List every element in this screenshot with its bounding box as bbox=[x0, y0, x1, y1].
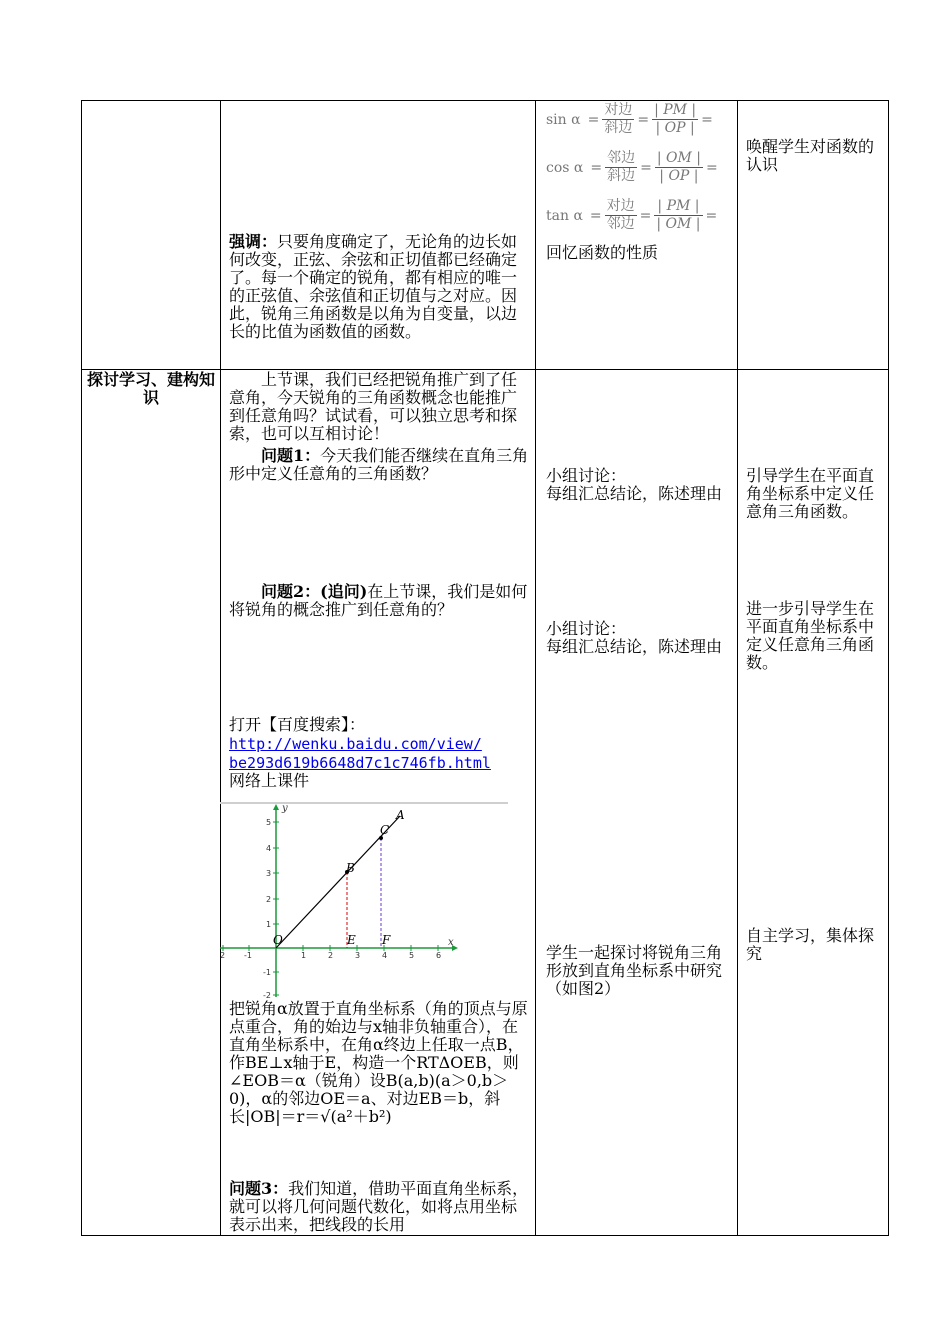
emphasis-label: 强调： bbox=[229, 232, 278, 251]
group-discussion-text: 每组汇总结论，陈述理由 bbox=[546, 484, 723, 503]
open-search-text: 打开【百度搜索】： bbox=[229, 715, 366, 734]
question-3-text: 我们知道，借助平面直角坐标系，就可以将几何问题代数化，如将点用坐标表示出来，把线段的长用 bbox=[229, 1179, 529, 1234]
y-tick-label: 3 bbox=[266, 869, 272, 878]
purpose-text-1: 唤醒学生对函数的认识 bbox=[746, 137, 875, 174]
section-title: 探讨学习、建构知识 bbox=[86, 370, 215, 407]
purpose-text-4: 自主学习，集体探究 bbox=[746, 926, 875, 963]
y-tick-label: -1 bbox=[263, 968, 271, 977]
point-A-label: A bbox=[396, 808, 405, 822]
x-tick-label: 6 bbox=[436, 951, 442, 960]
x-tick-label: 5 bbox=[409, 951, 415, 960]
x-tick-label: 1 bbox=[301, 951, 307, 960]
emphasis-paragraph bbox=[229, 233, 529, 341]
group-discussion-title: 小组讨论： bbox=[546, 619, 627, 638]
cos-function-label: cos α bbox=[546, 159, 584, 176]
purpose-text-3: 进一步引导学生在平面直角坐标系中定义任意角三角函数。 bbox=[746, 599, 875, 672]
tan-function-label: tan α bbox=[546, 207, 583, 224]
student-activity-1 bbox=[546, 467, 731, 503]
column-divider bbox=[535, 101, 536, 1235]
x-tick-label: 2 bbox=[220, 951, 226, 960]
x-axis-label: x bbox=[448, 937, 454, 948]
column-divider bbox=[737, 101, 738, 1235]
question-2-text: 在上节课，我们是如何将锐角的概念推广到任意角的？ bbox=[229, 582, 528, 619]
y-tick-label: 1 bbox=[266, 920, 272, 929]
y-tick-label: 2 bbox=[266, 895, 272, 904]
coordinate-graph bbox=[220, 802, 510, 998]
y-tick-label: 5 bbox=[266, 818, 272, 827]
courseware-link-line-1[interactable]: http://wenku.baidu.com/view/ bbox=[229, 735, 482, 753]
tan-formula: tan α = $\frac{\text{对边}}{\text{邻边}}$ = $\frac{| PM |}{| OM |}$ = bbox=[546, 198, 718, 232]
question-1 bbox=[229, 447, 529, 483]
recall-text: 回忆函数的性质 bbox=[546, 243, 659, 262]
emphasis-text: 只要角度确定了，无论角的边长如何改变，正弦、余弦和正切值都已经确定了。每一个确定的锐角，都有相应的唯一的正弦值、余弦值和正切值与之对应。因此，锐角三角函数是以角为自变量，以边长的比值为函数值的函数。 bbox=[229, 232, 518, 341]
point-F-label: F bbox=[382, 933, 391, 947]
point-O-label: O bbox=[273, 933, 283, 947]
sin-function-label: sin α bbox=[546, 111, 581, 128]
x-tick-label: 3 bbox=[355, 951, 361, 960]
sin-formula: sin α = $\frac{\text{对边}}{\text{斜边}}$ = $\frac{| PM |}{| OP |}$ = bbox=[546, 102, 713, 136]
purpose-text-2: 引导学生在平面直角坐标系中定义任意角三角函数。 bbox=[746, 466, 875, 521]
question-1-label: 问题1： bbox=[261, 446, 321, 465]
y-axis-label: y bbox=[282, 803, 288, 814]
x-tick-label: 2 bbox=[328, 951, 334, 960]
courseware-label: 网络上课件 bbox=[229, 771, 310, 790]
student-activity-2 bbox=[546, 620, 731, 656]
point-B-label: B bbox=[346, 861, 355, 875]
student-activity-3: 学生一起探讨将锐角三角形放到直角坐标系中研究（如图2） bbox=[546, 943, 723, 998]
question-3-label: 问题3： bbox=[229, 1179, 289, 1198]
point-E-label: E bbox=[347, 933, 356, 947]
y-tick-label: 4 bbox=[266, 844, 272, 853]
point-C-label: C bbox=[380, 823, 390, 837]
question-3 bbox=[229, 1180, 529, 1234]
question-2-label: 问题2：(追问) bbox=[261, 582, 368, 601]
x-tick-label: 4 bbox=[382, 951, 388, 960]
x-tick-label: -1 bbox=[244, 951, 252, 960]
cos-formula: cos α = $\frac{\text{邻边}}{\text{斜边}}$ = $\frac{| OM |}{| OP |}$ = bbox=[546, 150, 718, 184]
placement-paragraph: 把锐角α放置于直角坐标系（角的顶点与原点重合，角的始边与x轴非负轴重合），在直角坐标系中，在角α终边上任取一点B，作BE⊥x轴于E，构造一个RTΔOEB，则∠EOB＝α（锐角）设B(a,b)(a＞0,b＞0)，α的邻边OE＝a、对边EB＝b，斜长|OB|＝r＝√(a²＋b²) bbox=[229, 999, 528, 1126]
group-discussion-text: 每组汇总结论，陈述理由 bbox=[546, 637, 723, 656]
question-2 bbox=[229, 583, 529, 619]
courseware-link-line-2[interactable]: be293d619b6648d7c1c746fb.html bbox=[229, 754, 491, 772]
y-tick-label: -2 bbox=[263, 991, 271, 998]
intro-paragraph: 上节课，我们已经把锐角推广到了任意角，今天锐角的三角函数概念也能推广到任意角吗？试试看，可以独立思考和探索，也可以互相讨论！ bbox=[229, 370, 518, 443]
question-1-text: 今天我们能否继续在直角三角形中定义任意角的三角函数？ bbox=[229, 446, 529, 483]
group-discussion-title: 小组讨论： bbox=[546, 466, 627, 485]
column-divider bbox=[220, 101, 221, 1235]
